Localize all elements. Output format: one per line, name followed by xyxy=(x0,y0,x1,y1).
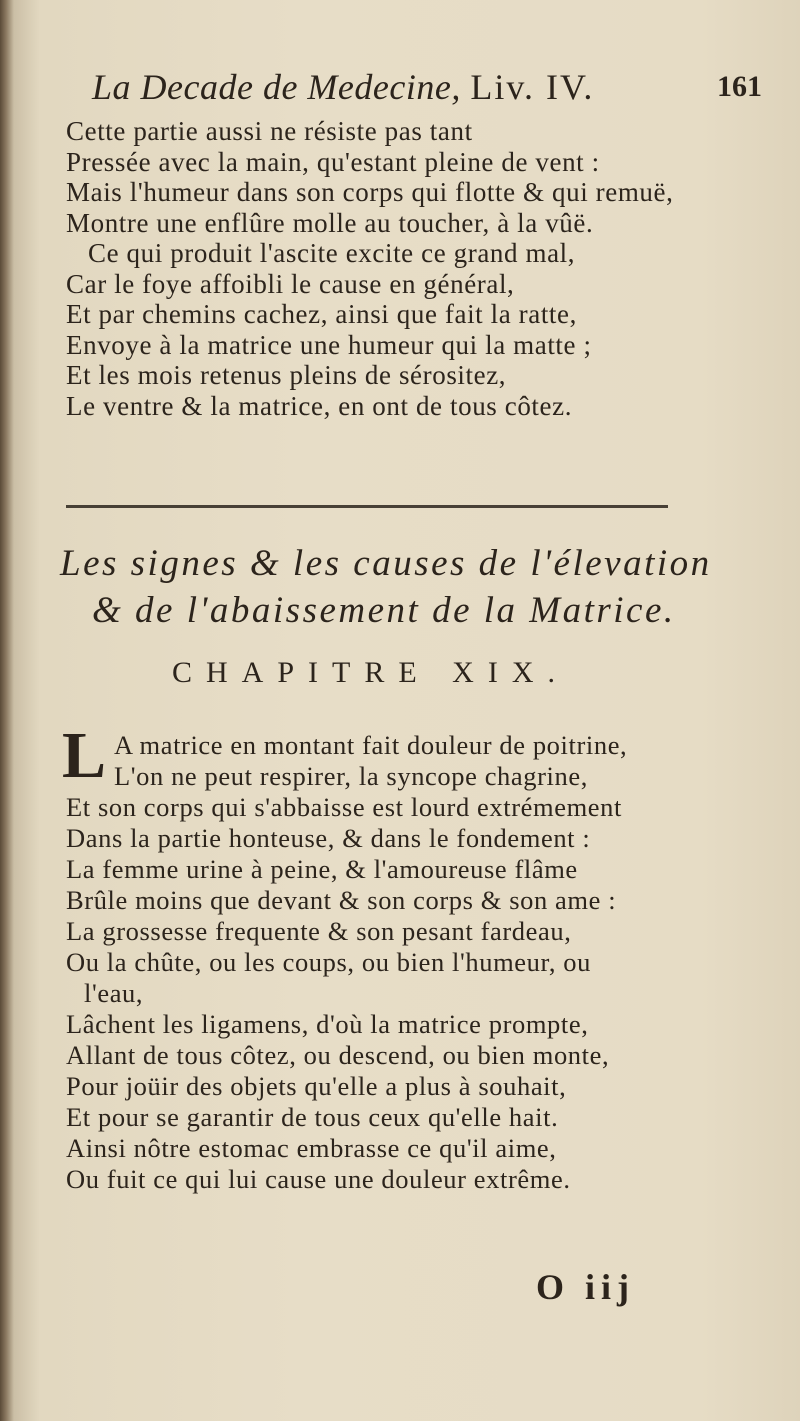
verse-line: Et les mois retenus pleins de sérositez, xyxy=(66,360,507,390)
verse-line: Lâchent les ligamens, d'où la matrice prompte, xyxy=(66,1009,589,1039)
verse-line: Et pour se garantir de tous ceux qu'elle hait. xyxy=(66,1102,559,1132)
verse-line-continuation: l'eau, xyxy=(84,978,144,1008)
section-title xyxy=(60,540,760,634)
verse-line: Pressée avec la main, qu'estant pleine de vent : xyxy=(66,146,600,177)
signature-mark: O iij xyxy=(536,1267,635,1307)
running-head-title: La Decade de Medecine, xyxy=(92,67,461,107)
verse-line: Brûle moins que devant & son corps & son ame : xyxy=(66,885,617,915)
verse-line: Ce qui produit l'ascite excite ce grand mal, xyxy=(88,238,576,268)
verse-line: Ainsi nôtre estomac embrasse ce qu'il aime, xyxy=(66,1133,557,1163)
verse-block-bottom xyxy=(66,730,766,1195)
verse-line: Car le foye affoibli le cause en général, xyxy=(66,268,515,299)
drop-cap: L xyxy=(62,719,107,792)
verse-line: Pour joüir des objets qu'elle a plus à souhait, xyxy=(66,1071,567,1101)
verse-line: Et son corps qui s'abbaisse est lourd extrémement xyxy=(66,792,622,822)
verse-line: L'on ne peut respirer, la syncope chagrine, xyxy=(114,761,588,791)
verse-line: Ou fuit ce qui lui cause une douleur extrême. xyxy=(66,1164,571,1194)
verse-line: La femme urine à peine, & l'amoureuse flâme xyxy=(66,854,578,884)
chapter-heading: CHAPITRE XIX. xyxy=(172,656,569,689)
running-head xyxy=(92,66,594,108)
page-number: 161 xyxy=(717,70,762,103)
verse-line: Allant de tous côtez, ou descend, ou bien monte, xyxy=(66,1040,610,1070)
verse-line: Dans la partie honteuse, & dans le fondement : xyxy=(66,823,591,853)
section-divider xyxy=(66,505,668,508)
page-header xyxy=(92,66,772,118)
verse-line: Cette partie aussi ne résiste pas tant xyxy=(66,116,473,146)
verse-line: Et par chemins cachez, ainsi que fait la ratte, xyxy=(66,299,577,329)
book-number: Liv. IV. xyxy=(470,67,595,107)
section-title-line: & de l'abaissement de la Matrice. xyxy=(92,590,676,631)
section-title-line: Les signes & les causes de l'élevation xyxy=(60,543,712,584)
verse-line: Le ventre & la matrice, en ont de tous côtez. xyxy=(66,390,573,421)
verse-line: Envoye à la matrice une humeur qui la matte ; xyxy=(66,329,592,360)
verse-line: Montre une enflûre molle au toucher, à la vûë. xyxy=(66,207,594,238)
verse-line: La grossesse frequente & son pesant fardeau, xyxy=(66,916,572,946)
verse-line: Ou la chûte, ou les coups, ou bien l'humeur, ou xyxy=(66,947,592,977)
verse-line: Mais l'humeur dans son corps qui flotte & qui remuë, xyxy=(66,177,674,207)
verse-line: A matrice en montant fait douleur de poitrine, xyxy=(114,730,628,760)
verse-block-top xyxy=(66,116,766,421)
